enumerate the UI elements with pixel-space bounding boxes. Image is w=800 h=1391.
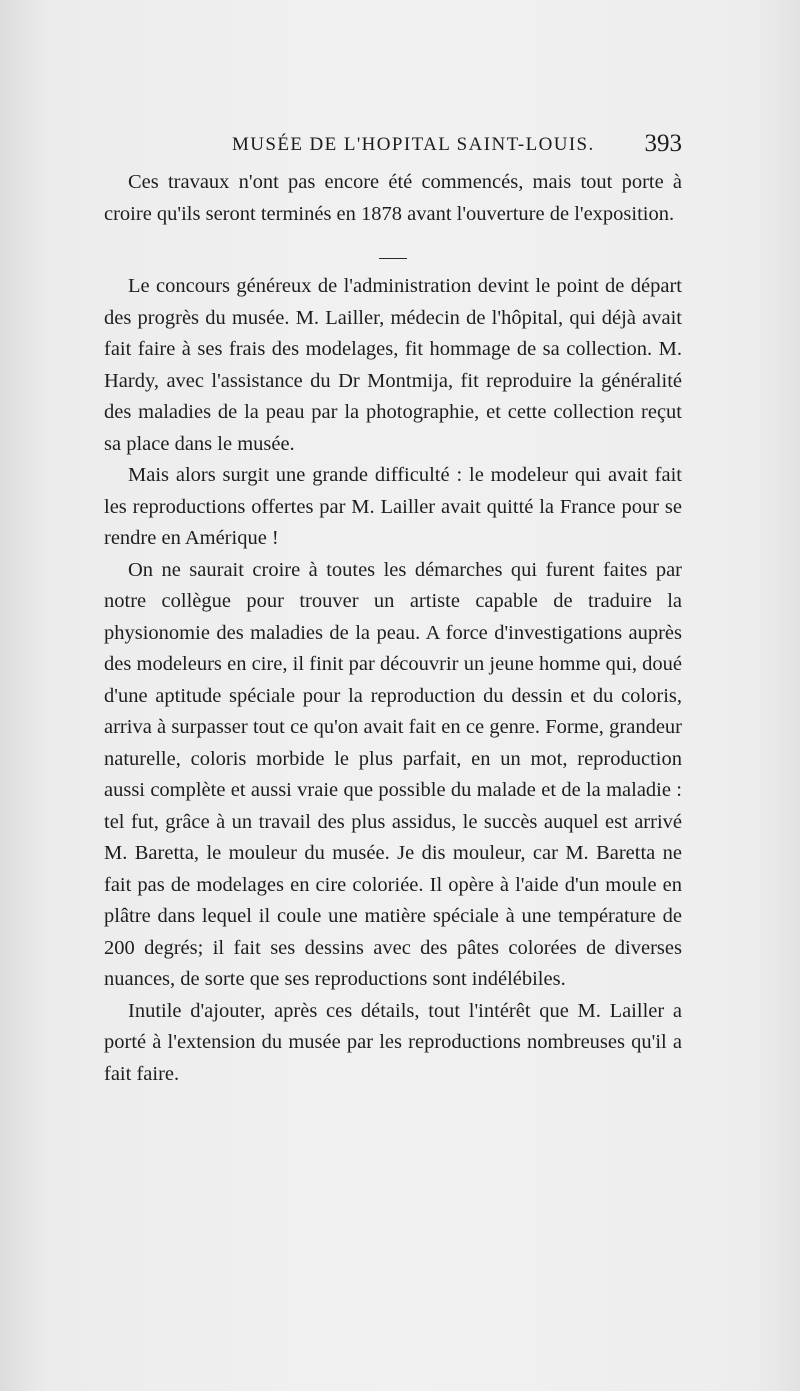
running-title: MUSÉE DE L'HOPITAL SAINT-LOUIS. (232, 134, 595, 155)
section-divider (379, 258, 407, 259)
paragraph-4: On ne saurait croire à toutes les démarches qui furent faites par notre collègue pour trouver un artiste capable de traduire la physionomie des maladies de la peau. A force d'investigations auprès des modeleurs en cire, il finit par découvrir un jeune homme qui, doué d'une aptitude spéciale pour la reproduction du dessin et du coloris, arriva à surpasser tout ce qu'on avait fait en ce genre. Forme, grandeur naturelle, coloris morbide le plus parfait, en un mot, reproduction aussi complète et aussi vraie que possible du malade et de la maladie : tel fut, grâce à un travail des plus assidus, le succès auquel est arrivé M. Baretta, le mouleur du musée. Je dis mouleur, car M. Baretta ne fait pas de modelages en cire coloriée. Il opère à l'aide d'un moule en plâtre dans lequel il coule une matière spéciale à une température de 200 degrés; il fait ses dessins avec des pâtes colorées de diverses nuances, de sorte que ses reproductions sont indélébiles. (104, 558, 682, 990)
body-text (104, 167, 682, 1090)
page-number: 393 (644, 130, 682, 157)
paragraph-2: Le concours généreux de l'administration devint le point de départ des progrès du musée. M. Lailler, médecin de l'hôpital, qui déjà avait fait faire à ses frais des modelages, fit hommage de sa collection. M. Hardy, avec l'assistance du Dr Montmija, fit reproduire la généralité des maladies de la peau par la photographie, et cette collection reçut sa place dans le musée. (104, 275, 682, 455)
paragraph-1: Ces travaux n'ont pas encore été commencés, mais tout porte à croire qu'ils seront terminés en 1878 avant l'ouverture de l'exposition. (104, 171, 682, 225)
page-header (104, 132, 682, 162)
paragraph-5: Inutile d'ajouter, après ces détails, tout l'intérêt que M. Lailler a porté à l'extension du musée par les reproductions nombreuses qu'il a fait faire. (104, 999, 682, 1085)
paragraph-3: Mais alors surgit une grande difficulté : le modeleur qui avait fait les reproductions offertes par M. Lailler avait quitté la France pour se rendre en Amérique ! (104, 464, 682, 549)
